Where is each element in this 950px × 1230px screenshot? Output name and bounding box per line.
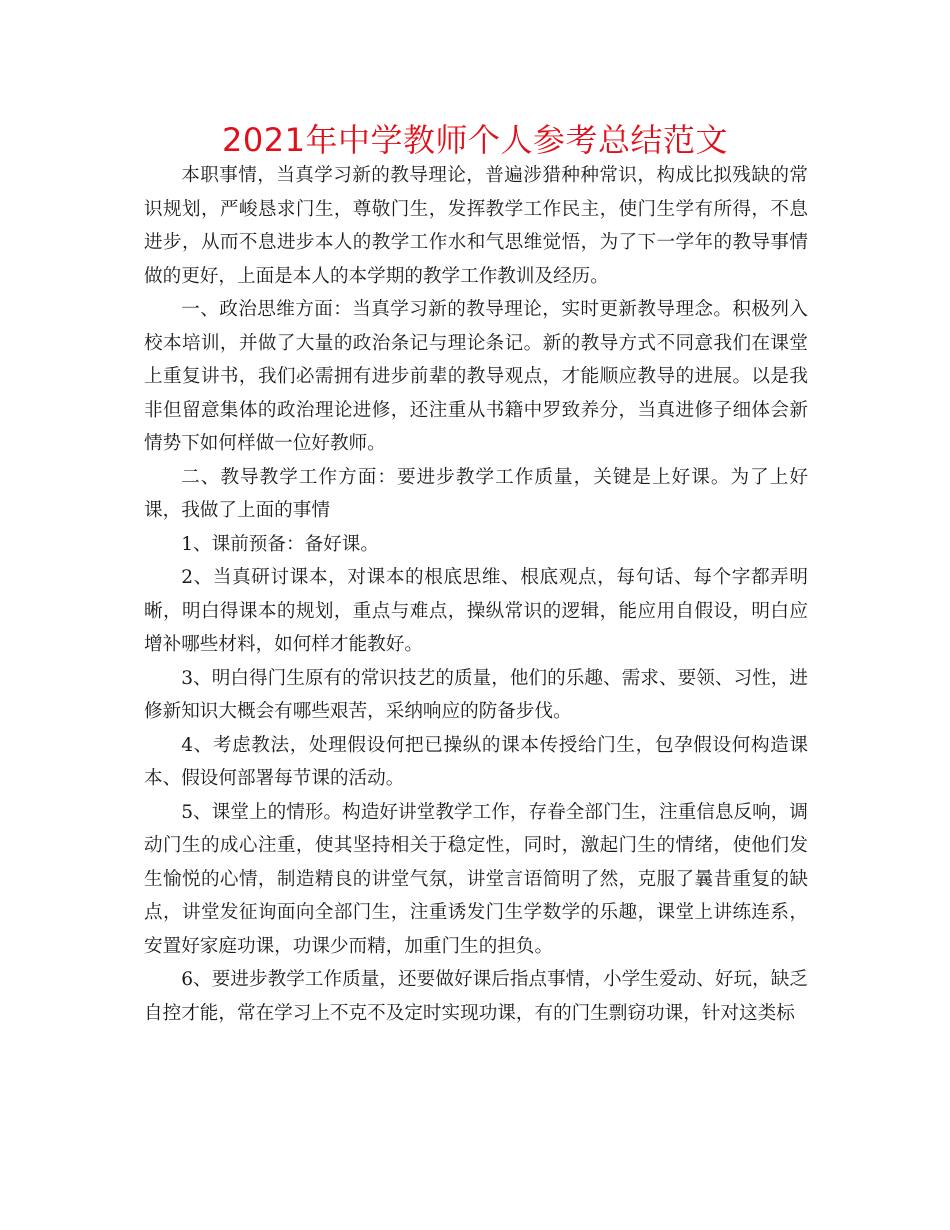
document-body [144, 159, 808, 1030]
paragraph-item-5: 5、课堂上的情形。构造好讲堂教学工作，存眷全部门生，注重信息反响，调动门生的成心注重，使其坚持相关于稳定性，同时，激起门生的情绪，使他们发生愉悦的心情，制造精良的讲堂气氛，讲堂言语简明了然，克服了曩昔重复的缺点，讲堂发征询面向全部门生，注重诱发门生学数学的乐趣，课堂上讲练连系，安置好家庭功课，功课少而精，加重门生的担负。 [144, 801, 808, 957]
document-title: 2021年中学教师个人参考总结范文 [222, 121, 728, 159]
paragraph-item-3: 3、明白得门生原有的常识技艺的质量，他们的乐趣、需求、要领、习性，进修新知识大概会有哪些艰苦，采纳响应的防备步伐。 [144, 667, 808, 722]
paragraph-teaching: 二、教导教学工作方面：要进步教学工作质量，关键是上好课。为了上好课，我做了上面的事情 [144, 466, 808, 521]
paragraph-item-2: 2、当真研讨课本，对课本的根底思维、根底观点，每句话、每个字都弄明晰，明白得课本的规划，重点与难点，操纵常识的逻辑，能应用自假设，明白应增补哪些材料，如何样才能教好。 [144, 567, 808, 655]
paragraph-item-6: 6、要进步教学工作质量，还要做好课后指点事情，小学生爱动、好玩，缺乏自控才能，常在学习上不克不及定时实现功课，有的门生剽窃功课，针对这类标 [144, 969, 808, 1024]
paragraph-item-4: 4、考虑教法，处理假设何把已操纵的课本传授给门生，包孕假设何构造课本、假设何部署每节课的活动。 [144, 734, 808, 789]
paragraph-item-1: 1、课前预备：备好课。 [181, 533, 379, 555]
paragraph-political: 一、政治思维方面：当真学习新的教导理论，实时更新教导理念。积极列入校本培训，并做了大量的政治条记与理论条记。新的教导方式不同意我们在课堂上重复讲书，我们必需拥有进步前辈的教导观点，才能顺应教导的进展。以是我非但留意集体的政治理论进修，还注重从书籍中罗致养分，当真进修子细体会新情势下如何样做一位好教师。 [144, 299, 808, 454]
paragraph-intro: 本职事情，当真学习新的教导理论，普遍涉猎种种常识，构成比拟残缺的常识规划，严峻恳求门生，尊敬门生，发挥教学工作民主，使门生学有所得，不息进步，从而不息进步本人的教学工作水和气思维觉悟，为了下一学年的教导事情做的更好，上面是本人的本学期的教学工作教训及经历。 [144, 165, 808, 287]
